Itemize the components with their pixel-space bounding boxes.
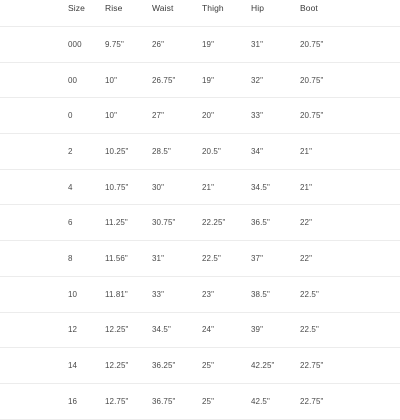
table-cell-size: 16 (68, 396, 78, 406)
table-cell-rise: 10" (105, 111, 118, 121)
table-cell-size: 0 (68, 111, 73, 121)
table-cell-waist: 33" (152, 289, 165, 299)
table-cell-boot: 22" (300, 218, 313, 228)
table-cell-boot: 20.75" (300, 75, 324, 85)
table-row (0, 170, 400, 206)
table-cell-hip: 32" (251, 75, 264, 85)
table-cell-boot: 20.75" (300, 111, 324, 121)
table-cell-hip: 33" (251, 111, 264, 121)
table-header-row (0, 0, 400, 27)
table-cell-rise: 11.25" (105, 218, 128, 228)
table-row (0, 27, 400, 63)
table-cell-hip: 31" (251, 39, 264, 49)
table-cell-boot: 22.5" (300, 325, 319, 335)
table-cell-size: 12 (68, 325, 78, 335)
table-cell-thigh: 23" (202, 289, 215, 299)
table-cell-hip: 38.5" (251, 289, 270, 299)
table-cell-waist: 34.5" (152, 325, 171, 335)
table-cell-rise: 9.75" (105, 39, 124, 49)
table-row (0, 384, 400, 420)
table-cell-waist: 26" (152, 39, 165, 49)
table-cell-boot: 22" (300, 253, 313, 263)
table-cell-boot: 21" (300, 146, 313, 156)
table-cell-hip: 34" (251, 146, 264, 156)
table-row (0, 241, 400, 277)
table-row (0, 134, 400, 170)
table-cell-thigh: 20.5" (202, 146, 221, 156)
table-cell-thigh: 22.5" (202, 253, 221, 263)
table-cell-size: 8 (68, 253, 73, 263)
table-cell-boot: 20.75" (300, 39, 324, 49)
table-cell-waist: 36.25" (152, 361, 176, 371)
table-cell-hip: 37" (251, 253, 264, 263)
table-row (0, 348, 400, 384)
table-cell-boot: 22.75" (300, 361, 324, 371)
table-cell-boot: 21" (300, 182, 313, 192)
table-cell-size: 10 (68, 289, 78, 299)
table-cell-rise: 11.56" (105, 253, 128, 263)
table-cell-waist: 28.5" (152, 146, 171, 156)
table-cell-hip: 39" (251, 325, 264, 335)
table-cell-rise: 10.25" (105, 146, 129, 156)
table-cell-size: 4 (68, 182, 73, 192)
table-cell-thigh: 22.25" (202, 218, 226, 228)
table-cell-thigh: 21" (202, 182, 215, 192)
table-cell-boot: 22.75" (300, 396, 324, 406)
table-cell-thigh: 20" (202, 111, 215, 121)
column-header-thigh: Thigh (202, 3, 224, 13)
table-cell-size: 2 (68, 146, 73, 156)
table-cell-waist: 30" (152, 182, 165, 192)
table-row (0, 277, 400, 313)
table-row (0, 205, 400, 241)
table-row (0, 63, 400, 99)
table-cell-waist: 27" (152, 111, 165, 121)
table-cell-hip: 34.5" (251, 182, 270, 192)
table-cell-waist: 26.75" (152, 75, 176, 85)
table-cell-waist: 31" (152, 253, 165, 263)
table-row (0, 98, 400, 134)
table-cell-rise: 12.25" (105, 361, 129, 371)
table-cell-waist: 30.75" (152, 218, 176, 228)
column-header-waist: Waist (152, 3, 174, 13)
column-header-rise: Rise (105, 3, 123, 13)
table-cell-rise: 10.75" (105, 182, 129, 192)
table-cell-size: 000 (68, 39, 82, 49)
table-cell-hip: 36.5" (251, 218, 270, 228)
table-cell-rise: 10" (105, 75, 118, 85)
table-cell-thigh: 19" (202, 39, 215, 49)
table-cell-hip: 42.25" (251, 361, 275, 371)
table-row (0, 313, 400, 349)
table-cell-rise: 12.25" (105, 325, 129, 335)
table-cell-rise: 11.81" (105, 289, 128, 299)
column-header-boot: Boot (300, 3, 318, 13)
table-body (0, 27, 400, 420)
table-cell-waist: 36.75" (152, 396, 176, 406)
table-cell-hip: 42.5" (251, 396, 270, 406)
table-cell-thigh: 25" (202, 361, 215, 371)
table-cell-thigh: 24" (202, 325, 215, 335)
table-cell-size: 14 (68, 361, 78, 371)
table-cell-thigh: 19" (202, 75, 215, 85)
column-header-size: Size (68, 3, 85, 13)
table-cell-size: 6 (68, 218, 73, 228)
table-cell-boot: 22.5" (300, 289, 319, 299)
column-header-hip: Hip (251, 3, 265, 13)
table-cell-thigh: 25" (202, 396, 215, 406)
table-cell-rise: 12.75" (105, 396, 129, 406)
table-cell-size: 00 (68, 75, 78, 85)
